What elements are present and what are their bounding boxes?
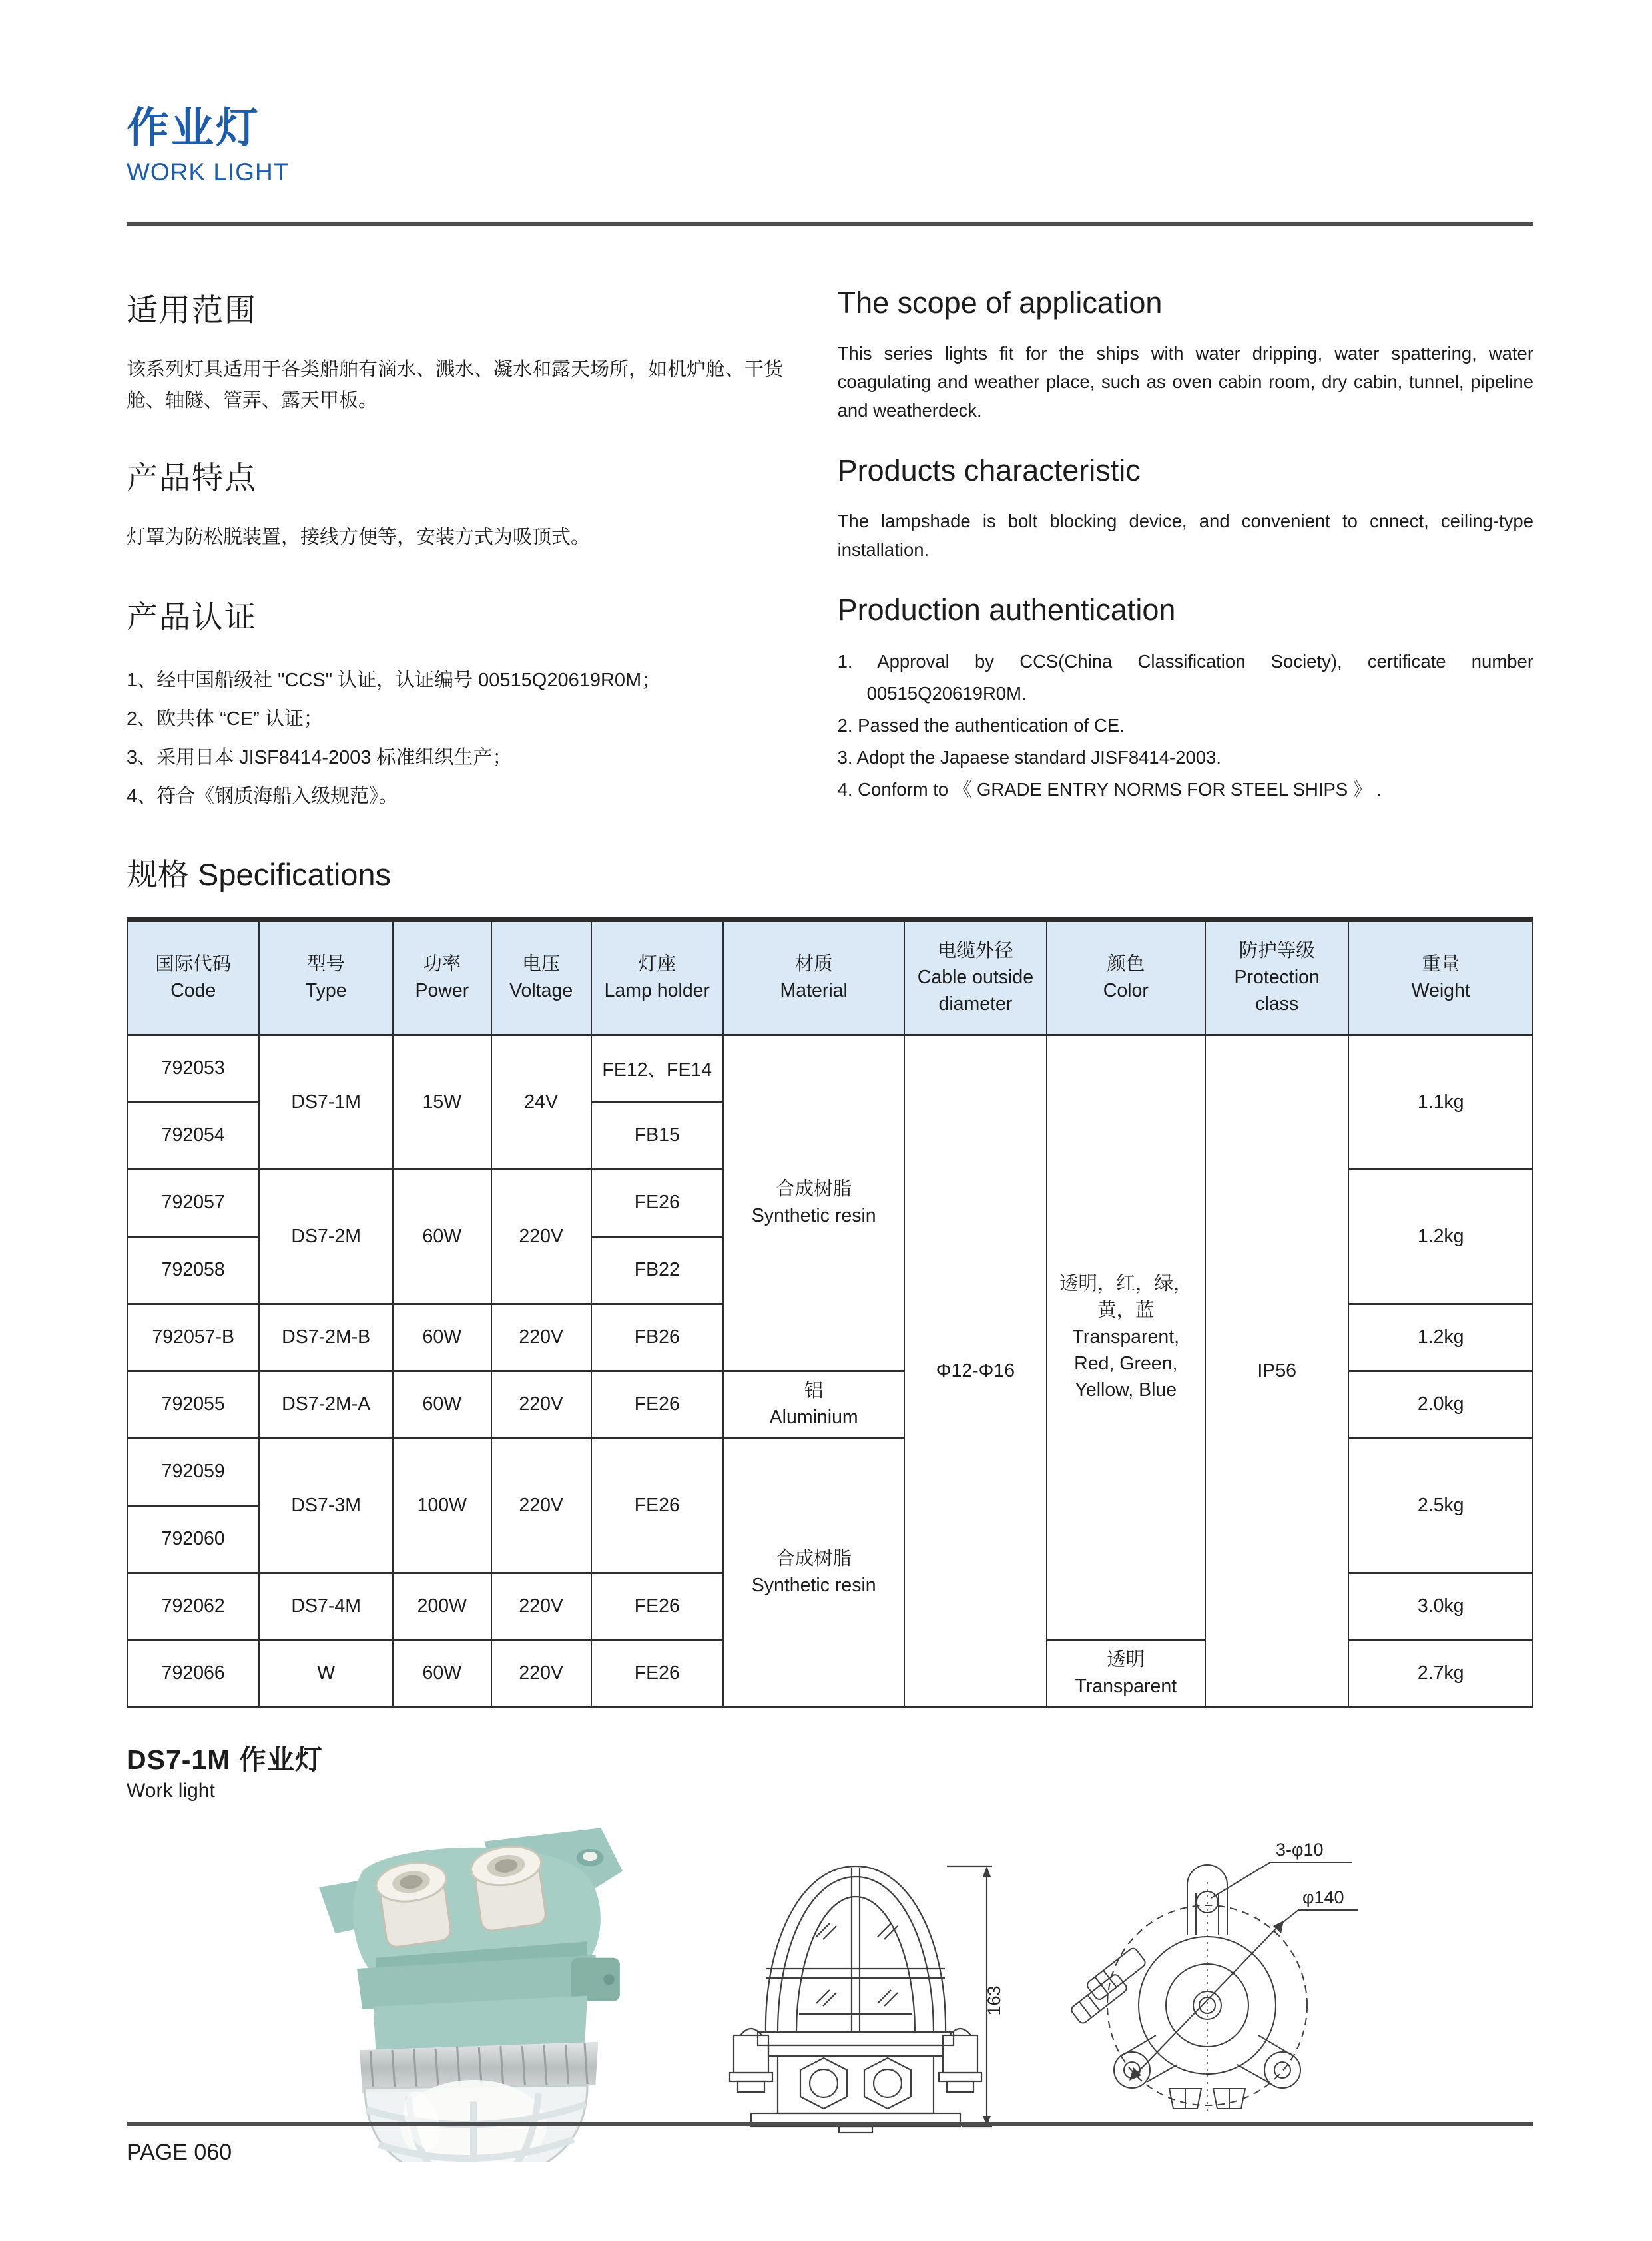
cell-material: 合成树脂 Synthetic resin <box>723 1035 904 1371</box>
cell-type: W <box>259 1640 393 1707</box>
scope-body-cn: 该系列灯具适用于各类船舶有滴水、溅水、凝水和露天场所，如机炉舱、干货舱、轴隧、管弄、露天甲板。 <box>127 358 784 411</box>
top-view-drawing <box>1051 1836 1370 2142</box>
cell-type: DS7-2M-B <box>259 1304 393 1371</box>
cell-voltage: 220V <box>491 1438 591 1573</box>
authentication-list-en <box>838 646 1533 806</box>
cell-power: 15W <box>393 1035 491 1169</box>
col-header-power: 功率 Power <box>393 919 491 1035</box>
cell-protection: IP56 <box>1205 1035 1348 1707</box>
cell-voltage: 220V <box>491 1573 591 1640</box>
table-row <box>127 1035 1533 1102</box>
col-header-color: 颜色 Color <box>1047 919 1206 1035</box>
col-header-cable-diameter: 电缆外径 Cable outside diameter <box>904 919 1046 1035</box>
cell-cable-diameter: Φ12-Φ16 <box>904 1035 1046 1707</box>
section-scope-cn <box>127 286 790 425</box>
cell-lamp-holder: FE12、FE14 <box>591 1035 723 1102</box>
cell-code: 792062 <box>127 1573 259 1640</box>
authentication-item-cn: 4、符合《钢质海船入级规范》。 <box>127 785 398 807</box>
cell-weight: 1.2kg <box>1348 1304 1533 1371</box>
authentication-item-en: 3. Adopt the Japaese standard JISF8414-2003. <box>837 747 1221 768</box>
cell-weight: 2.5kg <box>1348 1438 1533 1573</box>
authentication-item-en: 4. Conform to 《 GRADE ENTRY NORMS FOR STEEL SHIPS 》 . <box>837 779 1382 800</box>
cell-lamp-holder: FE26 <box>591 1438 723 1573</box>
cell-power: 60W <box>393 1304 491 1371</box>
cell-type: DS7-4M <box>259 1573 393 1640</box>
scope-heading-en: The scope of application <box>837 285 1163 320</box>
figure-row <box>281 1817 1533 2162</box>
page-number: PAGE 060 <box>127 2140 232 2165</box>
section-characteristic-en <box>838 453 1533 565</box>
col-header-material: 材质 Material <box>723 919 904 1035</box>
cell-weight: 2.0kg <box>1348 1371 1533 1438</box>
cell-voltage: 220V <box>491 1640 591 1707</box>
cell-type: DS7-3M <box>259 1438 393 1573</box>
cell-power: 60W <box>393 1169 491 1304</box>
cell-power: 60W <box>393 1640 491 1707</box>
cell-lamp-holder: FE26 <box>591 1640 723 1707</box>
cell-lamp-holder: FB22 <box>591 1236 723 1304</box>
section-grid <box>127 286 1533 816</box>
col-header-type: 型号 Type <box>259 919 393 1035</box>
cell-code: 792055 <box>127 1371 259 1438</box>
cell-voltage: 24V <box>491 1035 591 1169</box>
page-title-cn: 作业灯 <box>127 104 260 152</box>
dim-circle-label: φ140 <box>1302 1887 1344 1907</box>
cell-code: 792060 <box>127 1505 259 1573</box>
header-divider <box>127 222 1533 226</box>
authentication-list-cn <box>127 661 790 816</box>
characteristic-heading-en: Products characteristic <box>837 453 1141 487</box>
cell-material: 铝 Aluminium <box>723 1371 904 1438</box>
cell-type: DS7-2M <box>259 1169 393 1304</box>
authentication-heading-cn: 产品认证 <box>127 599 257 634</box>
front-view-drawing <box>699 1836 1012 2142</box>
cell-lamp-holder: FB26 <box>591 1304 723 1371</box>
authentication-item-en: 1. Approval by CCS(China Classification Society), certificate number 00515Q20619R0M. <box>837 650 1533 704</box>
doc-header <box>127 104 1533 186</box>
section-authentication-cn <box>127 593 790 816</box>
cell-color: 透明 Transparent <box>1047 1640 1206 1707</box>
cell-code: 792053 <box>127 1035 259 1102</box>
cell-lamp-holder: FE26 <box>591 1371 723 1438</box>
product-model-heading: DS7-1M 作业灯 <box>127 1744 323 1775</box>
cell-code: 792054 <box>127 1102 259 1169</box>
cell-color: 透明，红，绿，黄，蓝 Transparent, Red, Green, Yellow, Blue <box>1047 1035 1206 1640</box>
cell-lamp-holder: FE26 <box>591 1169 723 1236</box>
dim-holes-label: 3-φ10 <box>1276 1839 1324 1860</box>
authentication-item-cn: 3、采用日本 JISF8414-2003 标准组织生产； <box>127 746 512 768</box>
cell-weight: 1.1kg <box>1348 1035 1533 1169</box>
page-title-en: WORK LIGHT <box>127 158 290 186</box>
cell-power: 100W <box>393 1438 491 1573</box>
col-header-code: 国际代码 Code <box>127 919 259 1035</box>
authentication-item-en: 2. Passed the authentication of CE. <box>837 715 1125 736</box>
cell-weight: 2.7kg <box>1348 1640 1533 1707</box>
cell-power: 60W <box>393 1371 491 1438</box>
spec-table-header-row <box>127 919 1533 1035</box>
cell-code: 792057-B <box>127 1304 259 1371</box>
authentication-heading-en: Production authentication <box>837 592 1176 626</box>
scope-heading-cn: 适用范围 <box>127 292 257 328</box>
cell-type: DS7-2M-A <box>259 1371 393 1438</box>
product-model-subheading: Work light <box>127 1779 215 1802</box>
col-header-voltage: 电压 Voltage <box>491 919 591 1035</box>
scope-body-en: This series lights fit for the ships with water dripping, water spattering, water coagulating and weather place, such as oven cabin room, dry cabin, tunnel, pipeline and weatherdeck. <box>837 342 1533 421</box>
product-photo <box>281 1817 661 2162</box>
cell-weight: 1.2kg <box>1348 1169 1533 1304</box>
cell-voltage: 220V <box>491 1304 591 1371</box>
cell-lamp-holder: FE26 <box>591 1573 723 1640</box>
col-header-protection: 防护等级 Protection class <box>1205 919 1348 1035</box>
cell-code: 792059 <box>127 1438 259 1505</box>
section-characteristic-cn <box>127 453 790 565</box>
section-scope-en <box>838 286 1533 425</box>
cell-code: 792057 <box>127 1169 259 1236</box>
dim-height-label: 163 <box>984 1985 1004 2016</box>
cell-lamp-holder: FB15 <box>591 1102 723 1169</box>
cell-material: 合成树脂 Synthetic resin <box>723 1438 904 1707</box>
characteristic-body-cn: 灯罩为防松脱装置，接线方便等，安装方式为吸顶式。 <box>127 526 591 548</box>
cell-type: DS7-1M <box>259 1035 393 1169</box>
characteristic-body-en: The lampshade is bolt blocking device, and convenient to cnnect, ceiling-type installation. <box>837 510 1533 561</box>
cell-power: 200W <box>393 1573 491 1640</box>
cell-code: 792058 <box>127 1236 259 1304</box>
footer-divider <box>127 2122 1533 2126</box>
authentication-item-cn: 2、欧共体 “CE” 认证； <box>127 708 323 730</box>
cell-voltage: 220V <box>491 1371 591 1438</box>
col-header-weight: 重量 Weight <box>1348 919 1533 1035</box>
cell-voltage: 220V <box>491 1169 591 1304</box>
section-authentication-en <box>838 593 1533 816</box>
specifications-heading: 规格 Specifications <box>127 856 392 892</box>
col-header-lamp-holder: 灯座 Lamp holder <box>591 919 723 1035</box>
cell-code: 792066 <box>127 1640 259 1707</box>
characteristic-heading-cn: 产品特点 <box>127 459 257 495</box>
spec-table <box>127 917 1533 1708</box>
authentication-item-cn: 1、经中国船级社 "CCS" 认证，认证编号 00515Q20619R0M； <box>127 669 661 691</box>
cell-weight: 3.0kg <box>1348 1573 1533 1640</box>
